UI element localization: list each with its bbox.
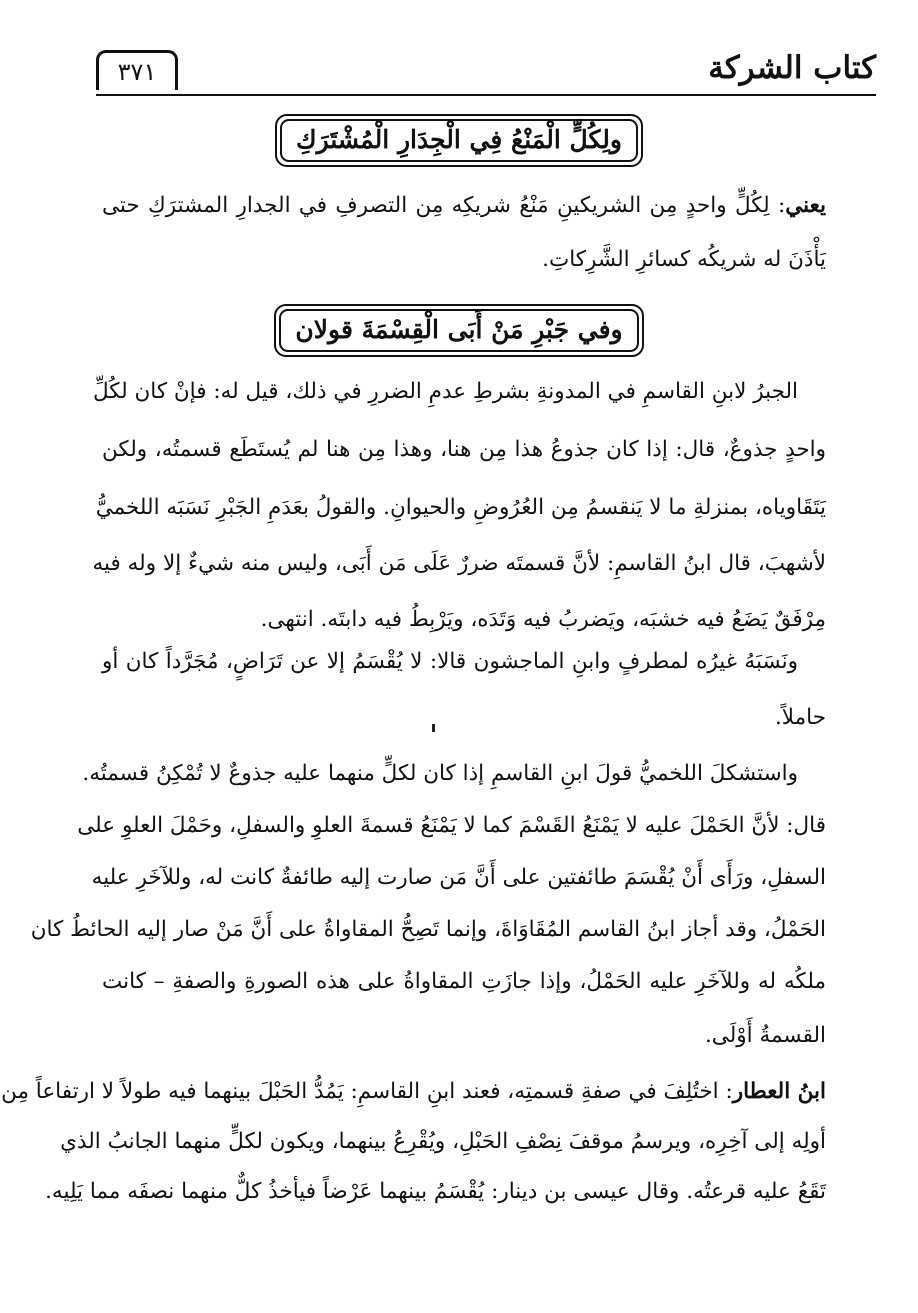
section-heading-division: وفي جَبْرِ مَنْ أَبَى الْقِسْمَةَ قولان — [279, 309, 638, 352]
p2-line-2: واحدٍ جذوعٌ، قال: إذا كان جذوعُ هذا مِن هنا، وهذا مِن هنا لم يُستَطَع قسمتُه، ولكن — [102, 437, 826, 462]
p2-line-1: الجبرُ لابنِ القاسمِ في المدونةِ بشرطِ عدمِ الضررِ في ذلك، قيل له: فإنْ كان لكُلِّ — [92, 379, 798, 404]
header-divider — [96, 94, 876, 96]
page-header — [96, 48, 876, 98]
p5-line-1-text: : اختُلِفَ في صفةِ قسمتِه، فعند ابنِ القاسمِ: يَمُدُّ الحَبْلَ بينهما فيه طولاً لا ارتفاعاً مِن — [1, 1079, 733, 1104]
p4-line-1: واستشكلَ اللخميُّ قولَ ابنِ القاسمِ إذا كان لكلٍّ منهما عليه جذوعٌ لا تُمْكِنُ قسمتُه. — [82, 761, 798, 786]
p4-line-6: القسمةُ أَوْلَى. — [704, 1023, 826, 1048]
book-title: كتاب الشركة — [708, 50, 876, 86]
p5-lead: ابنُ العطار — [732, 1079, 826, 1104]
p4-line-3: السفلِ، ورَأَى أَنْ يُقْسَمَ طائفتين على أَنَّ مَن صارت إليه طائفةٌ كانت له، وللآخَرِ عليه — [91, 865, 826, 890]
p1-lead: يعني — [785, 193, 826, 218]
stray-mark — [432, 724, 435, 732]
p3-line-2: حاملاً. — [774, 705, 826, 730]
p2-line-4: لأشهبَ، قال ابنُ القاسمِ: لأنَّ قسمتَه ضررٌ عَلَى مَن أَبَى، وليس منه شيءٌ إلا وله فيه — [92, 551, 826, 576]
p5-line-3: تَقَعُ عليه قرعتُه. وقال عيسى بن دينار: يُقْسَمُ بينهما عَرْضاً فيأخذُ كلٌّ منهما نصفَه مما يَلِيه. — [45, 1179, 826, 1204]
section-heading-wall-wrap — [0, 114, 918, 167]
p4-line-4: الحَمْلُ، وقد أجاز ابنُ القاسم المُقَاوَاةَ، وإنما تَصِحُّ المقاواةُ على أَنَّ مَنْ صار إليه الحائطُ كان — [30, 917, 826, 942]
p5-line-2: أولِه إلى آخِرِه، ويرسمُ موقفَ نِصْفِ الحَبْلِ، ويُقْرِعُ بينهما، ويكون لكلٍّ منهما الجانبُ الذي — [60, 1129, 826, 1154]
section-heading-wall: ولِكُلٍّ الْمَنْعُ فِي الْجِدَارِ الْمُشْتَرَكِ — [280, 119, 638, 162]
p1-line-1-text: : لِكُلٍّ واحدٍ مِن الشريكينِ مَنْعُ شريكِه مِن التصرفِ في الجدارِ المشترَكِ حتى — [102, 193, 786, 218]
p5-line-1 — [1, 1072, 826, 1112]
p1-line-1 — [102, 186, 826, 226]
section-heading-wall-frame — [275, 114, 643, 167]
p4-line-2: قال: لأنَّ الحَمْلَ عليه لا يَمْنَعُ القَسْمَ كما لا يَمْنَعُ قسمةَ العلوِ والسفلِ، وحَمْلَ العلوِ على — [77, 813, 826, 838]
page-number: ٣٧١ — [96, 50, 178, 90]
p4-line-5: ملكُه له وللآخَرِ عليه الحَمْلُ، وإذا جازَتِ المقاواةُ على هذه الصورةِ والصفةِ – كانت — [102, 969, 826, 994]
p1-line-2: يَأْذَنَ له شريكُه كسائرِ الشَّرِكاتِ. — [542, 247, 826, 272]
section-heading-division-wrap — [0, 304, 918, 357]
section-heading-division-frame — [274, 304, 643, 357]
p2-line-5: مِرْفَقٌ يَضَعُ فيه خشبَه، ويَضربُ فيه وَتَدَه، ويَرْبِطُ فيه دابتَه. انتهى. — [260, 607, 826, 632]
p3-line-1: ونَسَبَهُ غيرُه لمطرفٍ وابنِ الماجشون قالا: لا يُقْسَمُ إلا عن تَرَاضٍ، مُجَرَّداً كان أو — [102, 649, 798, 674]
p2-line-3: يَتَقَاوياه، بمنزلةِ ما لا يَنقسمُ مِن العُرُوضِ والحيوانِ. والقولُ بعَدَمِ الجَبْرِ نَسَبَه اللخميُّ — [95, 495, 826, 520]
